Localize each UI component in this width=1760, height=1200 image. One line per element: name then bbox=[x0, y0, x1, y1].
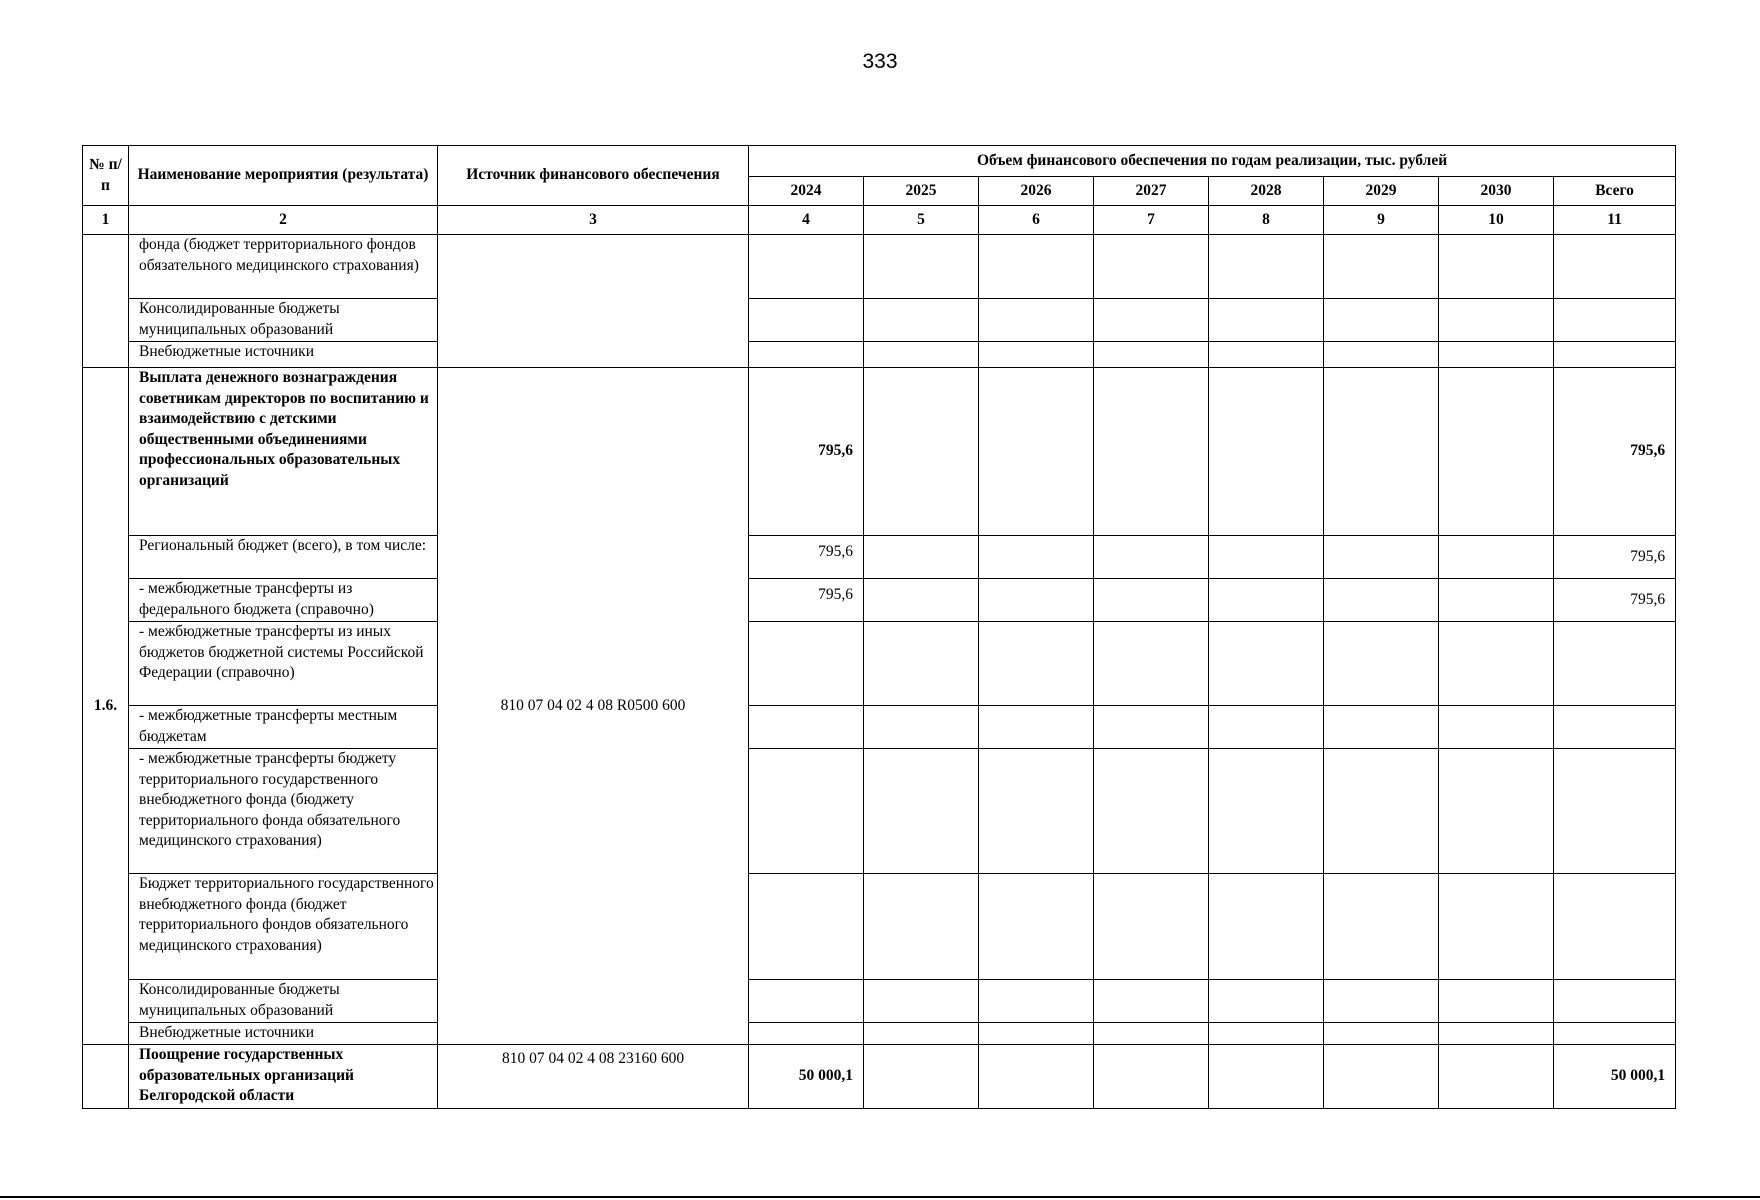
value-total: 795,6 bbox=[1554, 579, 1676, 622]
row-name: Внебюджетные источники bbox=[129, 342, 438, 368]
row-name: Консолидированные бюджеты муниципальных образований bbox=[129, 299, 438, 342]
header-year: 2025 bbox=[864, 177, 979, 206]
header-year: 2027 bbox=[1094, 177, 1209, 206]
table-row bbox=[83, 1045, 1676, 1109]
value-2024: 795,6 bbox=[749, 579, 864, 622]
column-number: 2 bbox=[129, 206, 438, 235]
column-number: 1 bbox=[83, 206, 129, 235]
table-row bbox=[83, 980, 1676, 1023]
column-number: 10 bbox=[1439, 206, 1554, 235]
row-name: фонда (бюджет территориального фондов обязательного медицинского страхования) bbox=[129, 235, 438, 299]
table-row bbox=[83, 874, 1676, 980]
column-number: 3 bbox=[438, 206, 749, 235]
header-year: 2028 bbox=[1209, 177, 1324, 206]
row-name: - межбюджетные трансферты из федерального бюджета (справочно) bbox=[129, 579, 438, 622]
header-year: 2024 bbox=[749, 177, 864, 206]
financing-table bbox=[82, 145, 1676, 1109]
table-row bbox=[83, 368, 1676, 536]
header-volume: Объем финансового обеспечения по годам реализации, тыс. рублей bbox=[749, 146, 1676, 177]
value-2024: 795,6 bbox=[749, 368, 864, 536]
header-year: 2026 bbox=[979, 177, 1094, 206]
value-2024: 795,6 bbox=[749, 536, 864, 579]
row-name: Внебюджетные источники bbox=[129, 1023, 438, 1045]
header-number: № п/п bbox=[83, 146, 129, 206]
row-source-empty bbox=[438, 235, 749, 368]
column-number: 8 bbox=[1209, 206, 1324, 235]
table-row bbox=[83, 706, 1676, 749]
row-number-empty bbox=[83, 1045, 129, 1109]
header-year: 2030 bbox=[1439, 177, 1554, 206]
row-name: - межбюджетные трансферты местным бюджетам bbox=[129, 706, 438, 749]
table-row bbox=[83, 579, 1676, 622]
row-number: 1.6. bbox=[83, 368, 129, 1045]
column-number: 5 bbox=[864, 206, 979, 235]
row-name: Консолидированные бюджеты муниципальных образований bbox=[129, 980, 438, 1023]
row-name: Выплата денежного вознаграждения советникам директоров по воспитанию и взаимодействию с детскими общественными объединениями профессиональных образовательных организаций bbox=[129, 368, 438, 536]
row-number-empty bbox=[83, 235, 129, 368]
value-total: 50 000,1 bbox=[1554, 1045, 1676, 1109]
table-row bbox=[83, 235, 1676, 299]
value-total: 795,6 bbox=[1554, 536, 1676, 579]
row-name: Бюджет территориального государственного внебюджетного фонда (бюджет территориального фондов обязательного медицинского страхования) bbox=[129, 874, 438, 980]
column-number: 6 bbox=[979, 206, 1094, 235]
row-name: Поощрение государственных образовательных организаций Белгородской области bbox=[129, 1045, 438, 1109]
header-source: Источник финансового обеспечения bbox=[438, 146, 749, 206]
table-row bbox=[83, 749, 1676, 874]
column-number: 4 bbox=[749, 206, 864, 235]
page-bottom-line bbox=[0, 1196, 1760, 1198]
column-number: 7 bbox=[1094, 206, 1209, 235]
table-row bbox=[83, 299, 1676, 342]
row-name: - межбюджетные трансферты бюджету территориального государственного внебюджетного фонда (бюджету территориального фонда обязательного медицинского страхования) bbox=[129, 749, 438, 874]
page-number: 333 bbox=[862, 50, 898, 73]
column-number: 9 bbox=[1324, 206, 1439, 235]
table-row bbox=[83, 622, 1676, 706]
table-row bbox=[83, 536, 1676, 579]
header-total: Всего bbox=[1554, 177, 1676, 206]
header-name: Наименование мероприятия (результата) bbox=[129, 146, 438, 206]
row-source: 810 07 04 02 4 08 23160 600 bbox=[438, 1045, 749, 1109]
table-row bbox=[83, 342, 1676, 368]
row-name: - межбюджетные трансферты из иных бюджетов бюджетной системы Российской Федерации (справочно) bbox=[129, 622, 438, 706]
value-total: 795,6 bbox=[1554, 368, 1676, 536]
column-number: 11 bbox=[1554, 206, 1676, 235]
header-year: 2029 bbox=[1324, 177, 1439, 206]
value-2024: 50 000,1 bbox=[749, 1045, 864, 1109]
row-name: Региональный бюджет (всего), в том числе: bbox=[129, 536, 438, 579]
table-row bbox=[83, 1023, 1676, 1045]
row-source: 810 07 04 02 4 08 R0500 600 bbox=[438, 368, 749, 1045]
